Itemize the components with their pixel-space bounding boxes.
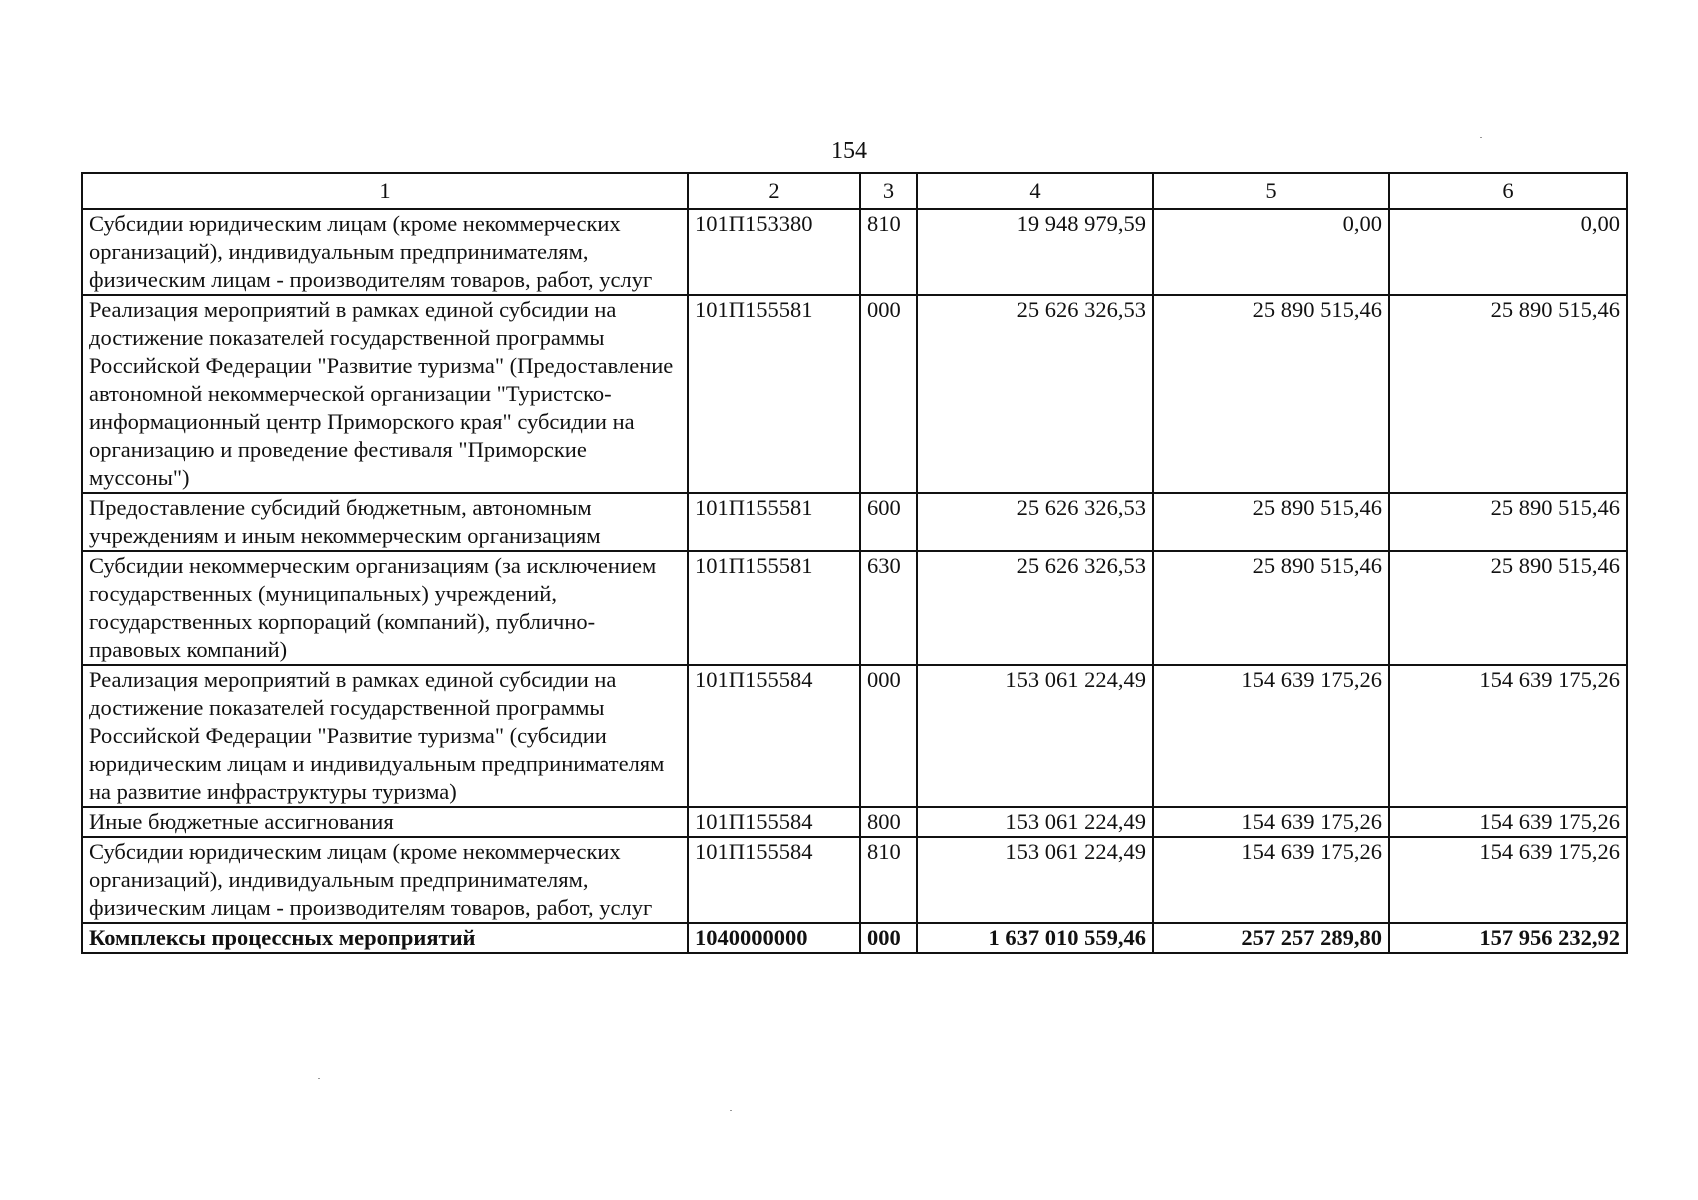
row-expense-type: 000 [860, 295, 917, 493]
row-amount-col4: 25 626 326,53 [917, 493, 1153, 551]
row-description: Предоставление субсидий бюджетным, автономным учреждениям и иным некоммерческим организациям [82, 493, 688, 551]
row-amount-col5: 25 890 515,46 [1153, 295, 1389, 493]
row-target-code: 101П155581 [688, 493, 860, 551]
row-amount-col5: 0,00 [1153, 209, 1389, 295]
scan-speck [318, 1078, 320, 1079]
row-amount-col4: 19 948 979,59 [917, 209, 1153, 295]
row-target-code: 101П153380 [688, 209, 860, 295]
row-amount-col5: 154 639 175,26 [1153, 837, 1389, 923]
total-amount-col6: 157 956 232,92 [1389, 923, 1627, 953]
column-header-4: 4 [917, 173, 1153, 209]
scan-speck [730, 1110, 732, 1111]
column-header-1: 1 [82, 173, 688, 209]
row-description: Субсидии юридическим лицам (кроме некоммерческих организаций), индивидуальным предпринимателям, физическим лицам - производителям товаров, работ, услуг [82, 209, 688, 295]
row-amount-col5: 25 890 515,46 [1153, 551, 1389, 665]
table-row [82, 209, 1627, 295]
column-header-2: 2 [688, 173, 860, 209]
row-target-code: 101П155584 [688, 665, 860, 807]
total-amount-col4: 1 637 010 559,46 [917, 923, 1153, 953]
table-row [82, 295, 1627, 493]
row-target-code: 101П155581 [688, 295, 860, 493]
column-header-5: 5 [1153, 173, 1389, 209]
table-row [82, 665, 1627, 807]
row-amount-col5: 25 890 515,46 [1153, 493, 1389, 551]
table-row [82, 493, 1627, 551]
row-amount-col6: 154 639 175,26 [1389, 665, 1627, 807]
row-amount-col5: 154 639 175,26 [1153, 665, 1389, 807]
scan-speck [1480, 137, 1482, 138]
row-description: Субсидии некоммерческим организациям (за исключением государственных (муниципальных) учреждений, государственных корпораций (компаний), публично-правовых компаний) [82, 551, 688, 665]
total-amount-col5: 257 257 289,80 [1153, 923, 1389, 953]
budget-table [81, 172, 1628, 954]
row-expense-type: 800 [860, 807, 917, 837]
row-amount-col5: 154 639 175,26 [1153, 807, 1389, 837]
row-amount-col6: 154 639 175,26 [1389, 807, 1627, 837]
page-number: 154 [831, 138, 867, 164]
row-amount-col6: 25 890 515,46 [1389, 493, 1627, 551]
row-expense-type: 810 [860, 209, 917, 295]
total-description: Комплексы процессных мероприятий [82, 923, 688, 953]
row-expense-type: 630 [860, 551, 917, 665]
row-amount-col6: 0,00 [1389, 209, 1627, 295]
column-header-3: 3 [860, 173, 917, 209]
row-amount-col4: 153 061 224,49 [917, 807, 1153, 837]
row-amount-col6: 25 890 515,46 [1389, 551, 1627, 665]
total-target-code: 1040000000 [688, 923, 860, 953]
row-amount-col4: 153 061 224,49 [917, 665, 1153, 807]
row-amount-col4: 153 061 224,49 [917, 837, 1153, 923]
row-target-code: 101П155584 [688, 807, 860, 837]
total-row [82, 923, 1627, 953]
row-target-code: 101П155581 [688, 551, 860, 665]
table-row [82, 807, 1627, 837]
row-amount-col6: 25 890 515,46 [1389, 295, 1627, 493]
row-expense-type: 810 [860, 837, 917, 923]
row-description: Реализация мероприятий в рамках единой субсидии на достижение показателей государственной программы Российской Федерации "Развитие туризма" (субсидии юридическим лицам и индивидуальным предпринимателям на развитие инфраструктуры туризма) [82, 665, 688, 807]
row-description: Иные бюджетные ассигнования [82, 807, 688, 837]
table-row [82, 551, 1627, 665]
row-expense-type: 000 [860, 665, 917, 807]
row-amount-col6: 154 639 175,26 [1389, 837, 1627, 923]
total-expense-type: 000 [860, 923, 917, 953]
row-description: Субсидии юридическим лицам (кроме некоммерческих организаций), индивидуальным предпринимателям, физическим лицам - производителям товаров, работ, услуг [82, 837, 688, 923]
row-target-code: 101П155584 [688, 837, 860, 923]
row-amount-col4: 25 626 326,53 [917, 295, 1153, 493]
column-header-6: 6 [1389, 173, 1627, 209]
row-expense-type: 600 [860, 493, 917, 551]
row-amount-col4: 25 626 326,53 [917, 551, 1153, 665]
row-description: Реализация мероприятий в рамках единой субсидии на достижение показателей государственной программы Российской Федерации "Развитие туризма" (Предоставление автономной некоммерческой организации "Туристско-информационный центр Приморского края" субсидии на организацию и проведение фестиваля "Приморские муссоны") [82, 295, 688, 493]
header-row [82, 173, 1627, 209]
table-row [82, 837, 1627, 923]
